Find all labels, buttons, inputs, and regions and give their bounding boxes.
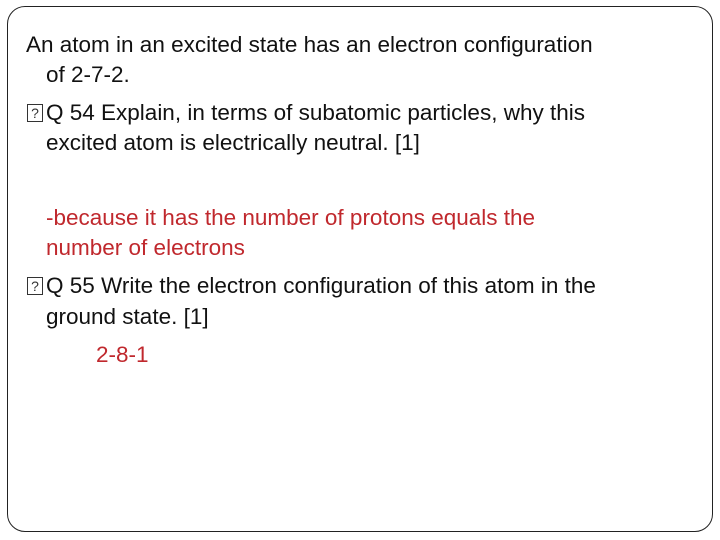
intro-line-2: of 2-7-2. bbox=[46, 62, 130, 87]
answer-55: 2-8-1 bbox=[96, 342, 149, 367]
bullet-box-icon bbox=[27, 277, 43, 295]
question-55 bbox=[27, 271, 596, 301]
question-54 bbox=[27, 98, 585, 128]
bullet-box-icon bbox=[27, 104, 43, 122]
question-54-line-2: excited atom is electrically neutral. [1] bbox=[46, 130, 420, 155]
question-54-text: Q 54 Explain, in terms of subatomic particles, why this bbox=[46, 100, 585, 125]
answer-54-line-1: -because it has the number of protons equals the bbox=[46, 205, 536, 230]
question-55-line-2: ground state. [1] bbox=[46, 304, 209, 329]
intro-line-1: An atom in an excited state has an electron configuration bbox=[26, 32, 593, 57]
answer-54-line-2: number of electrons bbox=[46, 235, 245, 260]
question-55-text: Q 55 Write the electron configuration of this atom in the bbox=[46, 273, 596, 298]
